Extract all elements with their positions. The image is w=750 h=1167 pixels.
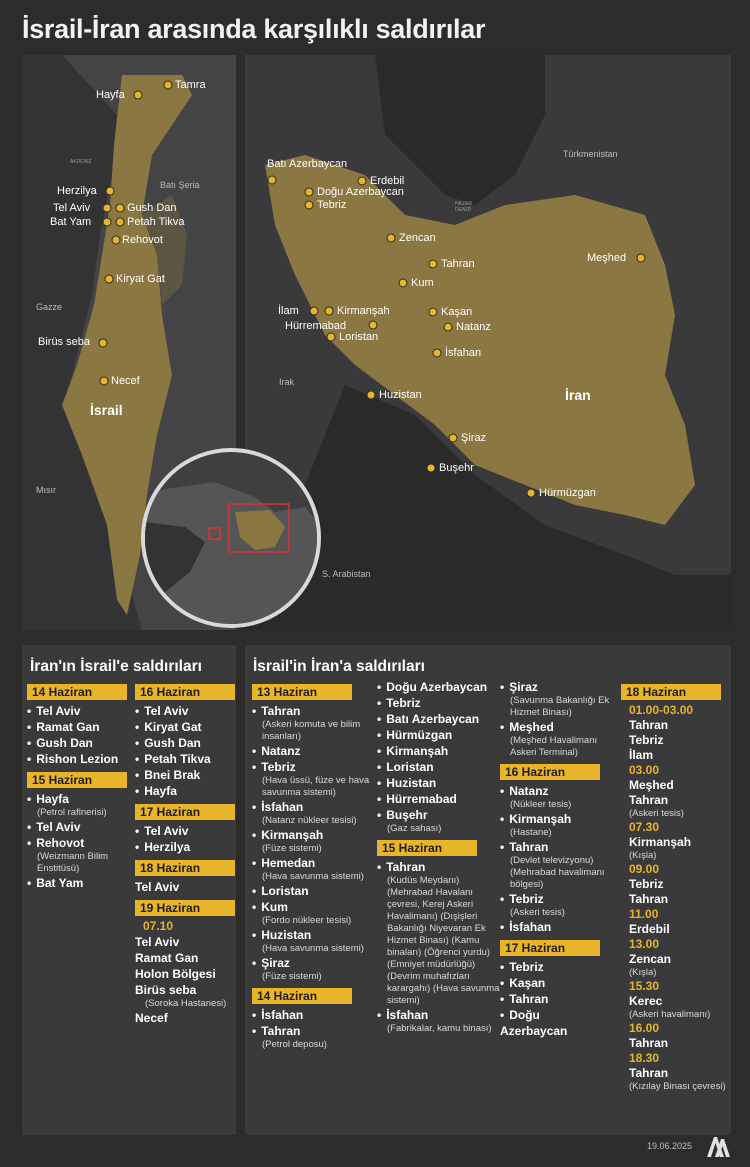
region-bati-seria: Batı Şeria bbox=[160, 180, 200, 190]
target-detail: (Hava savunma sistemi) bbox=[262, 871, 364, 882]
date-tag: 18 Haziran bbox=[135, 860, 235, 876]
target-detail: (Savunma Bakanlığı Ek Hizmet Binası) bbox=[510, 695, 610, 718]
target-detail: (Kızılay Binası çevresi) bbox=[629, 1081, 726, 1092]
time-label: 01.00-03.00 bbox=[629, 703, 694, 717]
target-item: Ramat Gan bbox=[135, 951, 199, 965]
date-tag: 19 Haziran bbox=[135, 900, 235, 916]
time-label: 07.10 bbox=[143, 919, 174, 933]
target-detail: (Kışla) bbox=[629, 967, 657, 978]
region-misir: Mısır bbox=[36, 485, 56, 495]
city-dot bbox=[134, 91, 143, 100]
city-dot bbox=[103, 218, 112, 227]
target-item: • Tel Aviv bbox=[27, 819, 145, 835]
city-dot bbox=[99, 339, 108, 348]
city-gush-dan: Gush Dan bbox=[127, 202, 177, 214]
city-zencan: Zencan bbox=[399, 232, 436, 244]
city-dot bbox=[369, 321, 378, 330]
panel-title: İsrail'in İran'a saldırıları bbox=[253, 658, 425, 675]
city-dot bbox=[527, 489, 536, 498]
target-item: • Tebriz bbox=[500, 959, 624, 975]
attacks-column bbox=[252, 679, 374, 1051]
time-label: 13.00 bbox=[629, 937, 660, 951]
city-kiryat-gat: Kiryat Gat bbox=[116, 273, 165, 285]
target-detail: (Fabrikalar, kamu binası) bbox=[387, 1023, 492, 1034]
target-detail: (Natanz nükleer tesisi) bbox=[262, 815, 357, 826]
date-tag: 14 Haziran bbox=[27, 684, 127, 700]
target-item: • Hayfa bbox=[27, 791, 145, 807]
date-tag: 15 Haziran bbox=[27, 772, 127, 788]
city-dot bbox=[637, 254, 646, 263]
target-item: • Tel Aviv bbox=[27, 703, 145, 719]
target-item: İlam bbox=[629, 748, 654, 762]
target-detail: (Askeri komuta ve bilim insanları) bbox=[262, 719, 361, 742]
target-item: • Hemedan bbox=[252, 855, 374, 871]
target-item: Kirmanşah bbox=[629, 835, 692, 849]
target-detail: (Gaz sahası) bbox=[387, 823, 442, 834]
city-dot bbox=[327, 333, 336, 342]
city-isfahan: İsfahan bbox=[445, 347, 482, 359]
target-item: • Şiraz bbox=[500, 679, 624, 695]
date-tag: 13 Haziran bbox=[252, 684, 352, 700]
target-item: • Kaşan bbox=[500, 975, 624, 991]
target-item: Tahran bbox=[629, 718, 669, 732]
target-detail: (Soroka Hastanesi) bbox=[145, 998, 227, 1009]
target-item: Necef bbox=[135, 1011, 168, 1025]
target-item: • Rehovot bbox=[27, 835, 145, 851]
region-s-arabistan: S. Arabistan bbox=[322, 569, 371, 579]
target-item: Tahran bbox=[629, 793, 669, 807]
city-tebriz: Tebriz bbox=[317, 199, 347, 211]
target-item: • Tebriz bbox=[377, 695, 501, 711]
target-item: • Rishon Lezion bbox=[27, 751, 145, 767]
city-dot bbox=[325, 307, 334, 316]
target-item: Holon Bölgesi bbox=[135, 967, 216, 981]
target-item: • Kirmanşah bbox=[252, 827, 374, 843]
target-item: Tahran bbox=[629, 1066, 669, 1080]
target-item: • Huzistan bbox=[377, 775, 501, 791]
attacks-column bbox=[377, 679, 501, 1035]
target-item: • Tahran bbox=[252, 1023, 374, 1039]
city-dot bbox=[116, 218, 125, 227]
target-item: Birüs seba bbox=[135, 983, 197, 997]
target-detail: (Nükleer tesis) bbox=[510, 799, 572, 810]
target-item: • Loristan bbox=[377, 759, 501, 775]
city-meshed: Meşhed bbox=[587, 252, 627, 264]
target-item: Tebriz bbox=[629, 733, 664, 747]
target-detail: (Weizmann Bilim Enstitüsü) bbox=[37, 851, 109, 874]
city-dot bbox=[116, 204, 125, 213]
city-loristan: Loristan bbox=[339, 331, 379, 343]
country-israel: İsrail bbox=[90, 402, 123, 418]
target-item: • Natanz bbox=[500, 783, 624, 799]
target-item: • İsfahan bbox=[252, 1007, 374, 1023]
target-item: • Bat Yam bbox=[27, 875, 145, 891]
attacks-column bbox=[27, 679, 145, 891]
target-item: • Doğu bbox=[500, 1007, 624, 1023]
target-item: • Tahran bbox=[500, 839, 624, 855]
date-tag: 17 Haziran bbox=[500, 940, 600, 956]
target-item: Tahran bbox=[629, 892, 669, 906]
city-busehr: Buşehr bbox=[439, 462, 474, 474]
city-dot bbox=[427, 464, 436, 473]
target-item: • Tebriz bbox=[500, 891, 624, 907]
city-dot bbox=[367, 391, 376, 400]
target-item: • Kum bbox=[252, 899, 374, 915]
target-item: • Tel Aviv bbox=[135, 703, 236, 719]
city-dot bbox=[305, 188, 314, 197]
panel-title: İran'ın İsrail'e saldırıları bbox=[30, 658, 202, 675]
time-label: 03.00 bbox=[629, 763, 660, 777]
target-item: • Bnei Brak bbox=[135, 767, 236, 783]
city-dot bbox=[305, 201, 314, 210]
sea-label: DENİZİ bbox=[455, 207, 472, 213]
target-item: • Huzistan bbox=[252, 927, 374, 943]
page-title: İsrail-İran arasında karşılıklı saldırılar bbox=[22, 14, 486, 44]
attacks-column-18-june bbox=[621, 679, 731, 1093]
target-item: • Tahran bbox=[500, 991, 624, 1007]
city-dot bbox=[387, 234, 396, 243]
globe-locator bbox=[141, 448, 321, 628]
target-detail: (Hava üssü, füze ve hava savunma sistemi) bbox=[262, 775, 370, 798]
target-item: • Loristan bbox=[252, 883, 374, 899]
city-tel-aviv: Tel Aviv bbox=[53, 202, 91, 214]
target-item: Zencan bbox=[629, 952, 672, 966]
city-petah-tikva: Petah Tikva bbox=[127, 216, 185, 228]
target-item: • Ramat Gan bbox=[27, 719, 145, 735]
target-item: • Petah Tikva bbox=[135, 751, 236, 767]
time-label: 16.00 bbox=[629, 1021, 660, 1035]
target-item: • Hürmüzgan bbox=[377, 727, 501, 743]
city-dot bbox=[449, 434, 458, 443]
city-tahran: Tahran bbox=[441, 258, 475, 270]
date-tag: 17 Haziran bbox=[135, 804, 235, 820]
sea-label: AKDENİZ bbox=[70, 159, 92, 165]
city-hurmuzgan: Hürmüzgan bbox=[539, 487, 596, 499]
target-item: • Hürremabad bbox=[377, 791, 501, 807]
target-detail: (Kudüs Meydanı) (Mehrabad Havalanı çevresi, Kerej Askeri Havalimanı) (Dışişleri Bakanlığı Niyevaran Ek Hizmet Binası) (Kamu binaları) (Öğrenci yurdu) (Emniyet müdürlüğü) (Devrim muhafızları karargahı) (Hava savunma sistemi) bbox=[387, 875, 500, 1006]
city-dot bbox=[429, 308, 438, 317]
target-item: • Tahran bbox=[377, 859, 501, 875]
city-bat-yam: Bat Yam bbox=[50, 216, 92, 228]
target-detail: (Askeri tesis) bbox=[510, 907, 565, 918]
region-irak: Irak bbox=[279, 377, 295, 387]
city-ilam: İlam bbox=[278, 305, 299, 317]
city-hayfa: Hayfa bbox=[96, 89, 125, 101]
attacks-column bbox=[500, 679, 624, 1039]
date-tag: 14 Haziran bbox=[252, 988, 352, 1004]
target-detail: (Petrol deposu) bbox=[262, 1039, 327, 1050]
target-item: • Tahran bbox=[252, 703, 374, 719]
city-kasan: Kaşan bbox=[441, 306, 473, 318]
city-dot bbox=[444, 323, 453, 332]
publish-date: 19.06.2025 bbox=[647, 1141, 693, 1151]
city-dot bbox=[399, 279, 408, 288]
city-natanz: Natanz bbox=[456, 321, 491, 333]
target-item: • Şiraz bbox=[252, 955, 374, 971]
target-item: Kerec bbox=[629, 994, 663, 1008]
globe-shape bbox=[145, 452, 317, 624]
city-kirmansah: Kirmanşah bbox=[337, 305, 390, 317]
city-dot bbox=[164, 81, 173, 90]
target-item: Meşhed bbox=[629, 778, 674, 792]
city-huzistan: Huzistan bbox=[379, 389, 422, 401]
city-dot bbox=[310, 307, 319, 316]
sea-label: HAZAR bbox=[455, 201, 472, 207]
target-item: • Buşehr bbox=[377, 807, 501, 823]
city-hurremabad: Hürremabad bbox=[285, 320, 347, 332]
city-siraz: Şiraz bbox=[461, 432, 487, 444]
target-detail: (Hava savunma sistemi) bbox=[262, 943, 364, 954]
date-tag: 16 Haziran bbox=[500, 764, 600, 780]
target-item: Azerbaycan bbox=[500, 1024, 568, 1038]
date-tag: 16 Haziran bbox=[135, 684, 235, 700]
region-gazze: Gazze bbox=[36, 302, 63, 312]
target-item: • Natanz bbox=[252, 743, 374, 759]
target-detail: (Askeri tesis) bbox=[629, 808, 684, 819]
city-kum: Kum bbox=[411, 277, 434, 289]
target-detail: (Askeri havalimanı) bbox=[629, 1009, 711, 1020]
target-item: • İsfahan bbox=[377, 1007, 501, 1023]
target-detail: (Fordo nükleer tesisi) bbox=[262, 915, 352, 926]
target-item: • Tebriz bbox=[252, 759, 374, 775]
target-item: • Doğu Azerbaycan bbox=[377, 679, 501, 695]
city-dot bbox=[103, 204, 112, 213]
city-erdebil: Erdebil bbox=[370, 175, 405, 187]
target-detail: (Füze sistemi) bbox=[262, 843, 322, 854]
target-detail: (Devlet televizyonu) (Mehrabad havalimanı bölgesi) bbox=[510, 855, 605, 890]
target-item: • İsfahan bbox=[500, 919, 624, 935]
iran-attacks-panel bbox=[22, 645, 236, 1135]
aa-logo-icon bbox=[705, 1133, 731, 1159]
city-necef: Necef bbox=[111, 375, 140, 387]
target-item: Tebriz bbox=[629, 877, 664, 891]
target-item: • Kirmanşah bbox=[500, 811, 624, 827]
city-dot bbox=[358, 177, 367, 186]
target-item: • Batı Azerbaycan bbox=[377, 711, 501, 727]
target-item: Tahran bbox=[629, 1036, 669, 1050]
target-item: Erdebil bbox=[629, 922, 670, 936]
target-detail: (Kışla) bbox=[629, 850, 657, 861]
target-item: • Meşhed bbox=[500, 719, 624, 735]
city-herzilya: Herzilya bbox=[57, 185, 97, 197]
date-tag: 18 Haziran bbox=[621, 684, 721, 700]
country-iran: İran bbox=[565, 387, 591, 403]
time-label: 07.30 bbox=[629, 820, 660, 834]
target-item: Tel Aviv bbox=[135, 935, 180, 949]
target-item: • Hayfa bbox=[135, 783, 236, 799]
target-item: • Herzilya bbox=[135, 839, 236, 855]
target-detail: (Meşhed Havalimanı Askeri Terminal) bbox=[510, 735, 598, 758]
city-dot bbox=[268, 176, 277, 185]
city-dot bbox=[100, 377, 109, 386]
time-label: 09.00 bbox=[629, 862, 660, 876]
city-dot bbox=[106, 187, 115, 196]
time-label: 15.30 bbox=[629, 979, 660, 993]
city-birus-seba: Birüs seba bbox=[38, 336, 90, 348]
target-item: • Kiryat Gat bbox=[135, 719, 236, 735]
attacks-column bbox=[135, 679, 236, 1026]
city-dot bbox=[105, 275, 114, 284]
target-item: Tel Aviv bbox=[135, 880, 180, 894]
city-dot bbox=[429, 260, 438, 269]
target-item: • Kirmanşah bbox=[377, 743, 501, 759]
target-item: • Gush Dan bbox=[135, 735, 236, 751]
time-label: 18.30 bbox=[629, 1051, 660, 1065]
city-bati-azerbaycan: Batı Azerbaycan bbox=[267, 158, 348, 170]
target-detail: (Petrol rafinerisi) bbox=[37, 807, 107, 818]
target-detail: (Füze sistemi) bbox=[262, 971, 322, 982]
target-item: • Tel Aviv bbox=[135, 823, 236, 839]
city-rehovot: Rehovot bbox=[122, 234, 163, 246]
israel-attacks-panel bbox=[245, 645, 731, 1135]
target-item: • Gush Dan bbox=[27, 735, 145, 751]
city-dogu-azerbaycan: Doğu Azerbaycan bbox=[317, 186, 404, 198]
region-turkmenistan: Türkmenistan bbox=[563, 149, 618, 159]
city-tamra: Tamra bbox=[175, 79, 206, 91]
target-item: • İsfahan bbox=[252, 799, 374, 815]
date-tag: 15 Haziran bbox=[377, 840, 477, 856]
time-label: 11.00 bbox=[629, 907, 659, 921]
city-dot bbox=[112, 236, 121, 245]
city-dot bbox=[433, 349, 442, 358]
target-detail: (Hastane) bbox=[510, 827, 552, 838]
